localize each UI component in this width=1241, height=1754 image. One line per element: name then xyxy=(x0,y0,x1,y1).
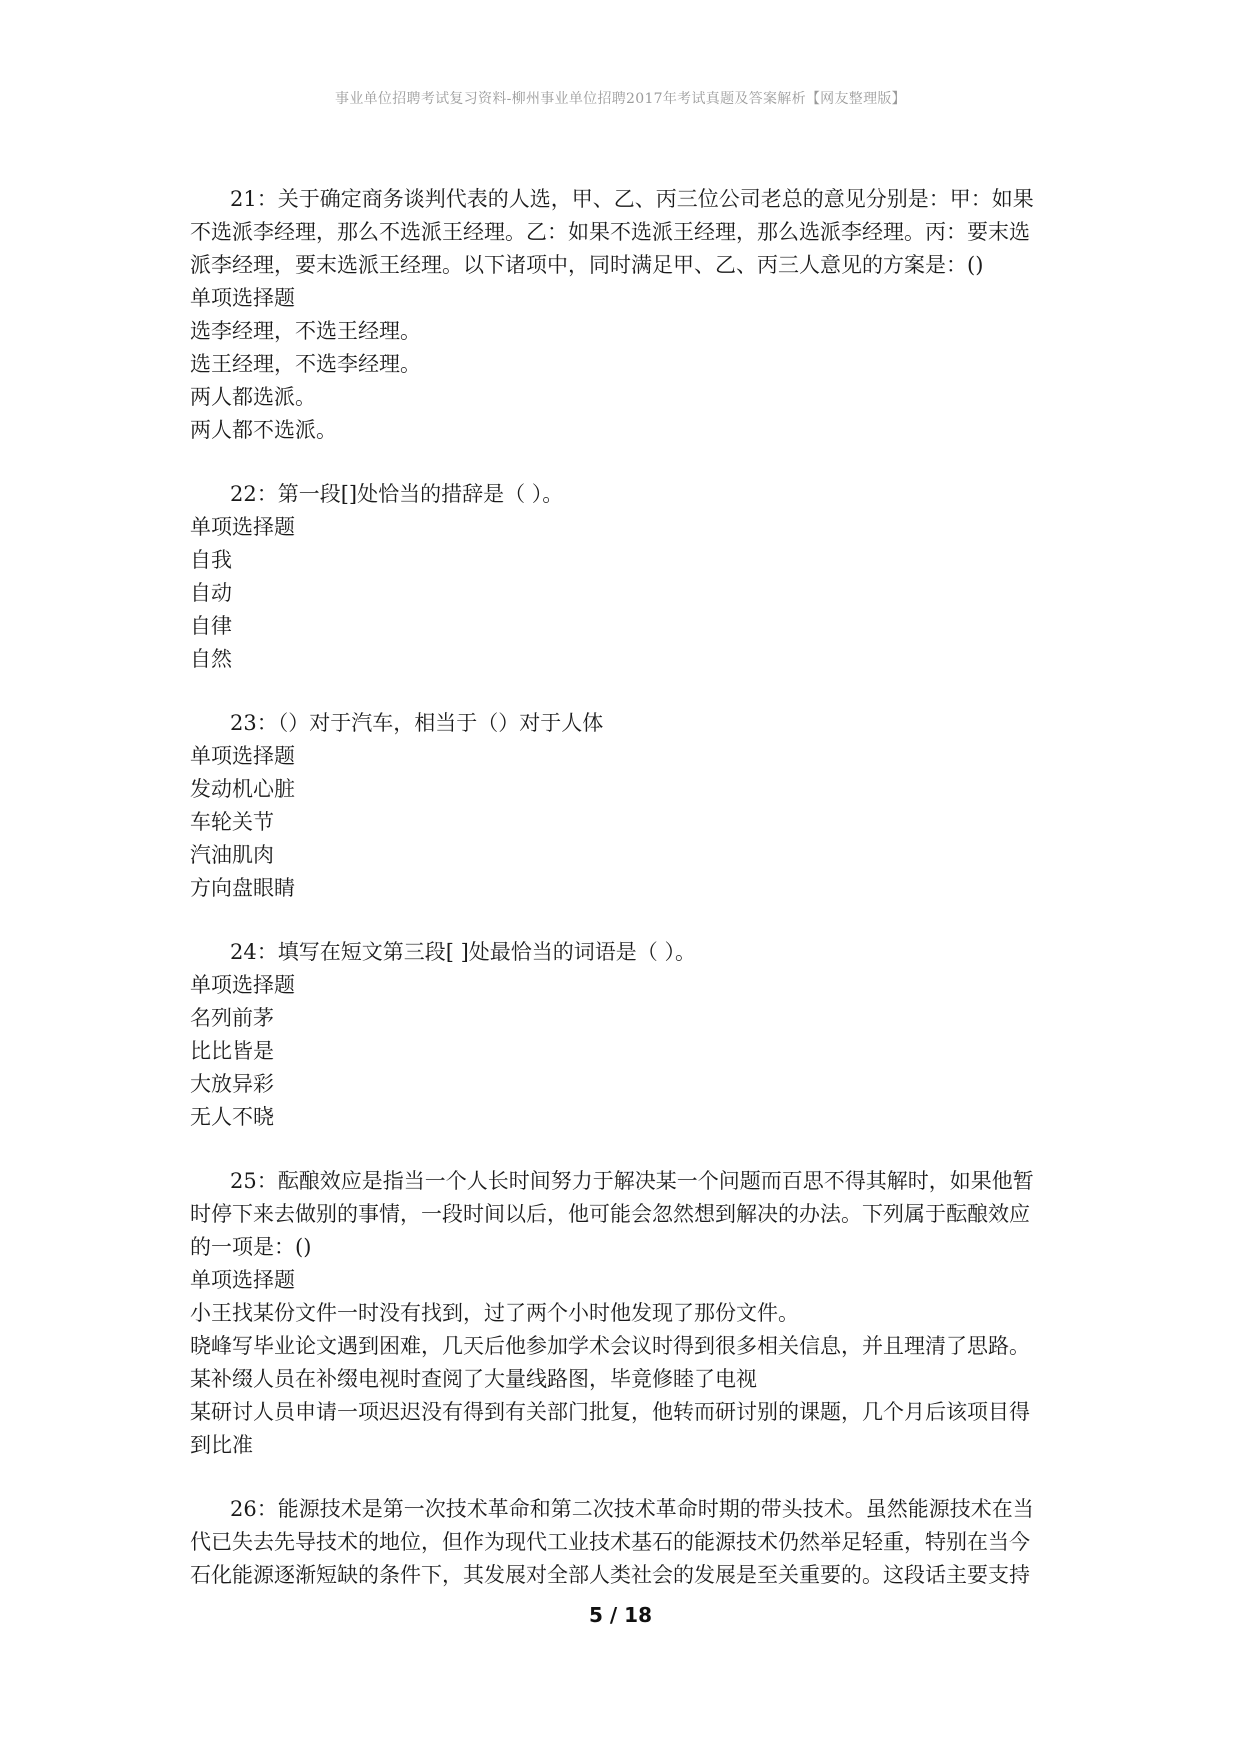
question-stem-line: 代已失去先导技术的地位，但作为现代工业技术基石的能源技术仍然举足轻重，特别在当今 xyxy=(190,1530,1030,1554)
question-stem-line: 22：第一段[]处恰当的措辞是（ ）。 xyxy=(230,482,564,506)
question-stem-line: 派李经理，要末选派王经理。以下诸项中，同时满足甲、乙、丙三人意见的方案是：() xyxy=(190,253,984,277)
answer-option: 名列前茅 xyxy=(190,1006,274,1030)
answer-option: 大放异彩 xyxy=(190,1072,274,1096)
page-number: 5 / 18 xyxy=(589,1603,652,1627)
question-block xyxy=(190,183,1070,447)
question-type-label: 单项选择题 xyxy=(190,1268,295,1292)
answer-option: 两人都不选派。 xyxy=(190,418,337,442)
question-block xyxy=(190,478,1070,676)
question-stem xyxy=(190,1493,1070,1592)
question-stem xyxy=(190,1165,1070,1264)
question-type-label: 单项选择题 xyxy=(190,515,295,539)
answer-option: 晓峰写毕业论文遇到困难，几天后他参加学术会议时得到很多相关信息，并且理清了思路。 xyxy=(190,1334,1030,1358)
question-stem-line: 25：酝酿效应是指当一个人长时间努力于解决某一个问题而百思不得其解时，如果他暂 xyxy=(230,1169,1034,1193)
answer-option: 比比皆是 xyxy=(190,1039,274,1063)
question-stem-line: 的一项是：() xyxy=(190,1235,312,1259)
answer-option: 自然 xyxy=(190,647,232,671)
answer-option: 到比准 xyxy=(190,1433,253,1457)
question-block xyxy=(190,1165,1070,1462)
answer-option: 某补缀人员在补缀电视时查阅了大量线路图，毕竟修睦了电视 xyxy=(190,1367,757,1391)
question-stem-line: 21：关于确定商务谈判代表的人选，甲、乙、丙三位公司老总的意见分别是：甲：如果 xyxy=(230,187,1034,211)
question-block xyxy=(190,1493,1070,1592)
question-stem-line: 23：（）对于汽车，相当于（）对于人体 xyxy=(230,711,604,735)
question-type-label: 单项选择题 xyxy=(190,286,295,310)
answer-option: 自动 xyxy=(190,581,232,605)
answer-option: 某研讨人员申请一项迟迟没有得到有关部门批复，他转而研讨别的课题，几个月后该项目得 xyxy=(190,1400,1030,1424)
answer-option: 两人都选派。 xyxy=(190,385,316,409)
answer-option: 自律 xyxy=(190,614,232,638)
question-type-label: 单项选择题 xyxy=(190,744,295,768)
question-stem xyxy=(190,183,1070,282)
answer-option: 车轮关节 xyxy=(190,810,274,834)
answer-option: 小王找某份文件一时没有找到，过了两个小时他发现了那份文件。 xyxy=(190,1301,799,1325)
answer-option: 发动机心脏 xyxy=(190,777,295,801)
question-block xyxy=(190,707,1070,905)
question-stem-line: 石化能源逐渐短缺的条件下，其发展对全部人类社会的发展是至关重要的。这段话主要支持 xyxy=(190,1563,1030,1587)
question-stem xyxy=(190,478,1070,511)
question-type-label: 单项选择题 xyxy=(190,973,295,997)
question-stem xyxy=(190,707,1070,740)
question-block xyxy=(190,936,1070,1134)
question-stem-line: 不选派李经理，那么不选派王经理。乙：如果不选派王经理，那么选派李经理。丙：要末选 xyxy=(190,220,1030,244)
page-header: 事业单位招聘考试复习资料-柳州事业单位招聘2017年考试真题及答案解析【网友整理版】 xyxy=(335,91,906,107)
answer-option: 选王经理，不选李经理。 xyxy=(190,352,421,376)
answer-option: 自我 xyxy=(190,548,232,572)
question-stem-line: 时停下来去做别的事情，一段时间以后，他可能会忽然想到解决的办法。下列属于酝酿效应 xyxy=(190,1202,1030,1226)
question-stem-line: 26：能源技术是第一次技术革命和第二次技术革命时期的带头技术。虽然能源技术在当 xyxy=(230,1497,1034,1521)
answer-option: 选李经理，不选王经理。 xyxy=(190,319,421,343)
question-list xyxy=(190,183,1070,1623)
answer-option: 方向盘眼睛 xyxy=(190,876,295,900)
answer-option: 无人不晓 xyxy=(190,1105,274,1129)
question-stem-line: 24：填写在短文第三段[ ]处最恰当的词语是（ ）。 xyxy=(230,940,696,964)
answer-option: 汽油肌肉 xyxy=(190,843,274,867)
question-stem xyxy=(190,936,1070,969)
